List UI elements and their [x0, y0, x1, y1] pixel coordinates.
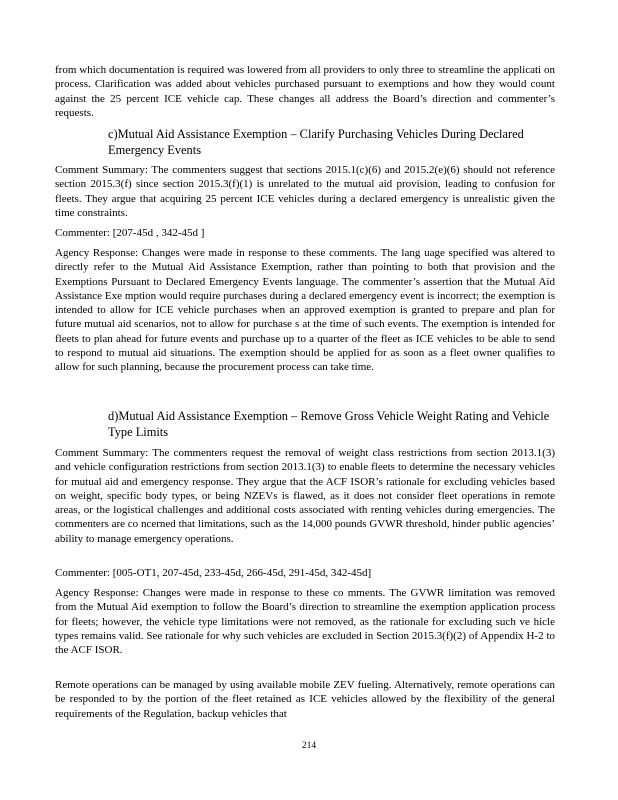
section-d-commenter: Commenter: [005-OT1, 207-45d, 233-45d, 266-45d, 291-45d, 342-45d] [55, 567, 372, 579]
page-number: 214 [301, 741, 317, 751]
section-c-agency-response: Agency Response: Changes were made in response to these comments. The lang uage specified was altered to directly refer to the Mutual Aid Assistance Exemption, rather than pointing to both that provision and the Exemptions Pursuant to Declared Emergency Events language. The commenter’s assertion that the Mutual Aid Assistance Exe mption would require purchases during a declared emergency event is incorrect; the exemption is intended to allow for ICE vehicle purchases when an approved exemption is granted to prepare and plan for future mutual aid scenarios, not to allow for purchase s at the time of such events. The exemption is intended for fleets to plan ahead for future events and purchase up to a quarter of the fleet as ICE vehicles to be able to send to respond to mutual aid situations. The exemption should be applied for as soon as a fleet owner qualifies to allow for such planning, because the procurement process can take time. [55, 247, 555, 374]
section-c-commenter: Commenter: [207-45d , 342-45d ] [55, 227, 205, 239]
section-d-comment-summary: Comment Summary: The commenters request the removal of weight class restrictions from section 2013.1(3) and vehicle configuration restrictions from section 2013.1(3) to enable fleets to determine the necessary vehicles for mutual aid and emergency response. They argue that the ACF ISOR’s rationale for excluding vehicles based on weight, specific body types, or being NZEVs is flawed, as it does not consider fleet operations in remote areas, or the logistical challenges and additional costs associated with renting vehicles during emergencies. The commenters are co ncerned that limitations, such as the 14,000 pounds GVWR threshold, hinder public agencies’ ability to manage emergency operations. [55, 447, 555, 545]
section-d-heading-text: d)Mutual Aid Assistance Exemption – Remove Gross Vehicle Weight Rating and Vehicle Type Limits [108, 409, 550, 439]
remote-operations-paragraph: Remote operations can be managed by using available mobile ZEV fueling. Alternatively, remote operations can be responded to by the portion of the fleet retained as ICE vehicles allowed by the flexibility of the general requirements of the Regulation, backup vehicles that [55, 679, 555, 720]
section-d-agency-response: Agency Response: Changes were made in response to these co mments. The GVWR limitation was removed from the Mutual Aid exemption to follow the Board’s direction to streamline the exemption application process for fleets; however, the vehicle type limitations were not removed, as the rationale for excluding such ve hicle types remains valid. See rationale for why such vehicles are excluded in Section 2015.3(f)(2) of Appendix H-2 to the ACF ISOR. [55, 587, 555, 657]
section-c-heading-text: c)Mutual Aid Assistance Exemption – Clarify Purchasing Vehicles During Declared Emergency Events [108, 127, 524, 157]
section-c-comment-summary: Comment Summary: The commenters suggest that sections 2015.1(c)(6) and 2015.2(e)(6) should not reference section 2015.3(f) since section 2015.3(f)(1) is unrelated to the mutual aid provision, leading to confusion for fleets. They argue that acquiring 25 percent ICE vehicles during a declared emergency is unrealistic given the time constraints. [55, 164, 555, 219]
section-c-heading [55, 126, 555, 158]
section-d-heading [55, 408, 555, 440]
intro-paragraph: from which documentation is required was lowered from all providers to only three to streamline the applicati on process. Clarification was added about vehicles purchased pursuant to exemptions and how they would count against the 25 percent ICE vehicle cap. These changes all address the Board’s direction and commenter’s requests. [55, 64, 555, 119]
